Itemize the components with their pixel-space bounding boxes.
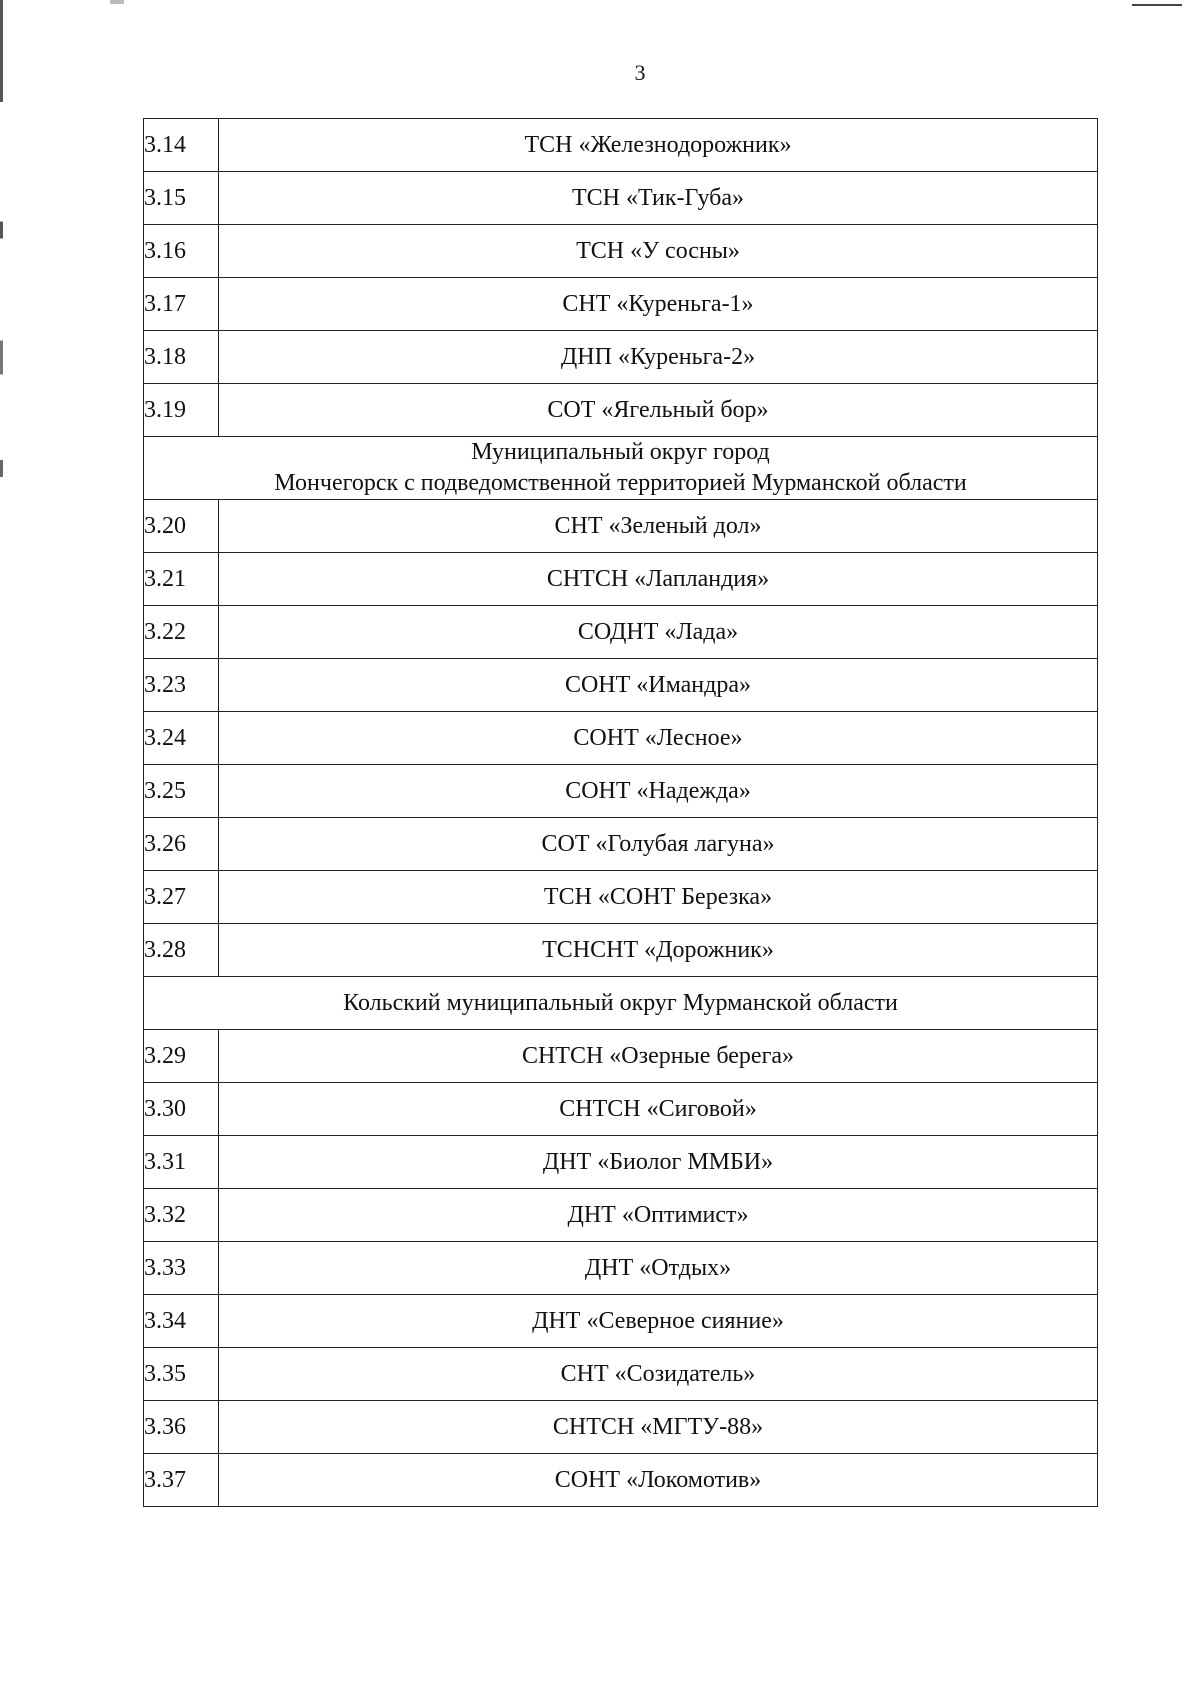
table-row: [144, 818, 1098, 871]
organization-name: ТСН «Тик-Губа»: [219, 172, 1098, 225]
organization-name: ДНТ «Отдых»: [219, 1242, 1098, 1295]
organization-name: СНТСН «Сиговой»: [219, 1083, 1098, 1136]
table-row: [144, 871, 1098, 924]
table-row: [144, 765, 1098, 818]
row-number: 3.22: [144, 606, 219, 659]
scan-mark-artifact: [1132, 4, 1182, 6]
row-number: 3.15: [144, 172, 219, 225]
row-number: 3.17: [144, 278, 219, 331]
section-heading-row: [144, 437, 1098, 500]
organization-name: СНТ «Созидатель»: [219, 1348, 1098, 1401]
row-number: 3.21: [144, 553, 219, 606]
row-number: 3.26: [144, 818, 219, 871]
table-row: [144, 1295, 1098, 1348]
section-heading-line: Мончегорск с подведомственной территорией Мурманской области: [274, 470, 967, 496]
table-row: [144, 1401, 1098, 1454]
row-number: 3.20: [144, 500, 219, 553]
row-number: 3.34: [144, 1295, 219, 1348]
organization-name: ДНТ «Оптимист»: [219, 1189, 1098, 1242]
row-number: 3.19: [144, 384, 219, 437]
organization-name: СОТ «Ягельный бор»: [219, 384, 1098, 437]
row-number: 3.33: [144, 1242, 219, 1295]
organization-name: СНТСН «МГТУ-88»: [219, 1401, 1098, 1454]
organization-name: ДНТ «Биолог ММБИ»: [219, 1136, 1098, 1189]
row-number: 3.25: [144, 765, 219, 818]
row-number: 3.29: [144, 1030, 219, 1083]
row-number: 3.18: [144, 331, 219, 384]
organization-name: ТСН «У сосны»: [219, 225, 1098, 278]
table-row: [144, 172, 1098, 225]
organization-name: СНТ «Куреньга-1»: [219, 278, 1098, 331]
row-number: 3.27: [144, 871, 219, 924]
table-row: [144, 119, 1098, 172]
row-number: 3.35: [144, 1348, 219, 1401]
organization-name: ДНП «Куреньга-2»: [219, 331, 1098, 384]
organization-name: ДНТ «Северное сияние»: [219, 1295, 1098, 1348]
table-row: [144, 500, 1098, 553]
table-row: [144, 1136, 1098, 1189]
scan-mark-artifact: [110, 0, 124, 4]
table-row: [144, 924, 1098, 977]
section-heading-line: Кольский муниципальный округ Мурманской области: [343, 989, 898, 1016]
registry-table-body: [144, 119, 1098, 1507]
table-row: [144, 225, 1098, 278]
row-number: 3.30: [144, 1083, 219, 1136]
table-row: [144, 1242, 1098, 1295]
table-row: [144, 553, 1098, 606]
section-heading-row: [144, 977, 1098, 1030]
table-row: [144, 331, 1098, 384]
row-number: 3.36: [144, 1401, 219, 1454]
section-heading-line: Муниципальный округ город: [471, 439, 770, 465]
organization-name: СОНТ «Надежда»: [219, 765, 1098, 818]
organization-name: СОТ «Голубая лагуна»: [219, 818, 1098, 871]
table-row: [144, 1348, 1098, 1401]
organization-name: ТСН «Железнодорожник»: [219, 119, 1098, 172]
table-row: [144, 606, 1098, 659]
organization-name: ТСН «СОНТ Березка»: [219, 871, 1098, 924]
row-number: 3.32: [144, 1189, 219, 1242]
organization-name: СОДНТ «Лада»: [219, 606, 1098, 659]
table-row: [144, 659, 1098, 712]
organization-name: СНТСН «Озерные берега»: [219, 1030, 1098, 1083]
row-number: 3.23: [144, 659, 219, 712]
table-row: [144, 1083, 1098, 1136]
table-row: [144, 278, 1098, 331]
row-number: 3.24: [144, 712, 219, 765]
table-row: [144, 384, 1098, 437]
row-number: 3.16: [144, 225, 219, 278]
organization-name: СОНТ «Лесное»: [219, 712, 1098, 765]
organization-name: СОНТ «Локомотив»: [219, 1454, 1098, 1507]
section-heading: [144, 437, 1098, 500]
organization-name: СНТСН «Лапландия»: [219, 553, 1098, 606]
row-number: 3.31: [144, 1136, 219, 1189]
table-row: [144, 1189, 1098, 1242]
table-row: [144, 712, 1098, 765]
scan-edge-artifact: [0, 0, 3, 1703]
organization-name: СОНТ «Имандра»: [219, 659, 1098, 712]
section-heading: [144, 977, 1098, 1030]
page-number: 3: [634, 60, 646, 85]
row-number: 3.14: [144, 119, 219, 172]
organization-name: ТСНСНТ «Дорожник»: [219, 924, 1098, 977]
registry-table: [143, 118, 1098, 1507]
row-number: 3.37: [144, 1454, 219, 1507]
table-row: [144, 1454, 1098, 1507]
organization-name: СНТ «Зеленый дол»: [219, 500, 1098, 553]
row-number: 3.28: [144, 924, 219, 977]
table-row: [144, 1030, 1098, 1083]
